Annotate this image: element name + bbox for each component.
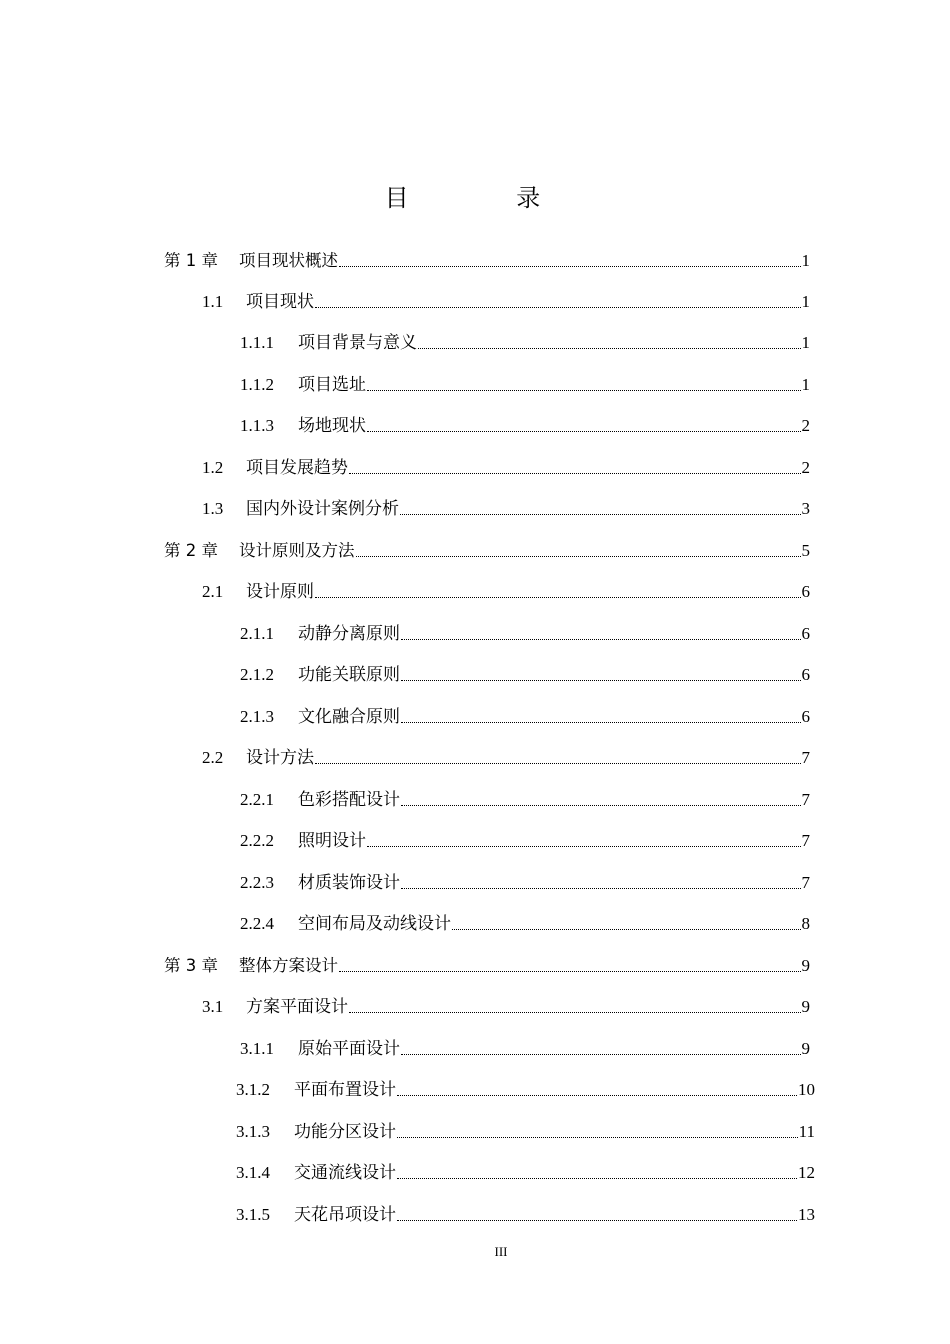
dot-leader bbox=[397, 1095, 797, 1096]
toc-entry-number: 1.3 bbox=[202, 499, 224, 518]
toc-entry-title: 场地现状 bbox=[298, 416, 366, 435]
dot-leader bbox=[315, 597, 801, 598]
dot-leader bbox=[401, 639, 801, 640]
page-title: 目 录 bbox=[384, 184, 591, 212]
toc-entry-page: 1 bbox=[801, 375, 810, 394]
toc-entry-section[interactable] bbox=[202, 746, 810, 770]
toc-entry-number: 第 1 章 bbox=[164, 251, 218, 270]
dot-leader bbox=[401, 1054, 801, 1055]
toc-entry-number: 1.1.1 bbox=[240, 333, 274, 352]
toc-entry-title: 原始平面设计 bbox=[298, 1039, 400, 1058]
toc-entry-number: 1.1 bbox=[202, 292, 224, 311]
toc-entry-title: 项目背景与意义 bbox=[298, 333, 417, 352]
toc-entry-title: 色彩搭配设计 bbox=[298, 790, 400, 809]
dot-leader bbox=[367, 431, 801, 432]
toc-entry-subsection[interactable] bbox=[240, 663, 810, 687]
toc-entry-number: 3.1.5 bbox=[236, 1205, 270, 1224]
toc-entry-page: 7 bbox=[801, 748, 810, 767]
toc-entry-number: 1.1.2 bbox=[240, 375, 274, 394]
toc-entry-subsection[interactable] bbox=[240, 912, 810, 936]
dot-leader bbox=[397, 1178, 797, 1179]
toc-entry-page: 12 bbox=[798, 1163, 815, 1182]
toc-entry-title: 照明设计 bbox=[298, 831, 366, 850]
toc-entry-number: 3.1.3 bbox=[236, 1122, 270, 1141]
toc-entry-title: 平面布置设计 bbox=[294, 1080, 396, 1099]
toc-entry-chapter[interactable] bbox=[164, 539, 810, 563]
toc-entry-number: 1.1.3 bbox=[240, 416, 274, 435]
dot-leader bbox=[401, 722, 801, 723]
toc-entry-number: 第 3 章 bbox=[164, 956, 218, 975]
toc-entry-title: 交通流线设计 bbox=[294, 1163, 396, 1182]
toc-entry-subsection[interactable] bbox=[240, 829, 810, 853]
toc-entry-number: 2.2.4 bbox=[240, 914, 274, 933]
dot-leader bbox=[356, 556, 801, 557]
toc-entry-subsection[interactable] bbox=[240, 1037, 810, 1061]
toc-entry-chapter[interactable] bbox=[164, 249, 810, 273]
toc-entry-title: 项目发展趋势 bbox=[246, 458, 348, 477]
toc-entry-title: 项目选址 bbox=[298, 375, 366, 394]
dot-leader bbox=[418, 348, 801, 349]
toc-entry-page: 9 bbox=[801, 1039, 810, 1058]
toc-entry-subsection[interactable] bbox=[240, 871, 810, 895]
dot-leader bbox=[401, 680, 801, 681]
toc-entry-title: 天花吊项设计 bbox=[294, 1205, 396, 1224]
dot-leader bbox=[401, 888, 801, 889]
toc-entry-subsection[interactable] bbox=[236, 1120, 815, 1144]
toc-entry-title: 文化融合原则 bbox=[298, 707, 400, 726]
toc-entry-section[interactable] bbox=[202, 290, 810, 314]
toc-entry-page: 6 bbox=[801, 665, 810, 684]
toc-entry-number: 3.1.4 bbox=[236, 1163, 270, 1182]
toc-entry-title: 功能分区设计 bbox=[294, 1122, 396, 1141]
toc-entry-title: 功能关联原则 bbox=[298, 665, 400, 684]
toc-entry-page: 3 bbox=[801, 499, 810, 518]
toc-entry-number: 2.2.1 bbox=[240, 790, 274, 809]
toc-entry-number: 2.1 bbox=[202, 582, 224, 601]
toc-entry-subsection[interactable] bbox=[240, 788, 810, 812]
dot-leader bbox=[367, 390, 801, 391]
toc-entry-subsection[interactable] bbox=[236, 1078, 815, 1102]
toc-entry-number: 1.2 bbox=[202, 458, 224, 477]
toc-entry-subsection[interactable] bbox=[236, 1203, 815, 1227]
toc-entry-title: 国内外设计案例分析 bbox=[246, 499, 399, 518]
toc-entry-title: 材质装饰设计 bbox=[298, 873, 400, 892]
dot-leader bbox=[349, 1012, 801, 1013]
toc-entry-page: 2 bbox=[801, 416, 810, 435]
toc-entry-section[interactable] bbox=[202, 456, 810, 480]
toc-entry-number: 2.1.1 bbox=[240, 624, 274, 643]
page-number: III bbox=[494, 1244, 508, 1259]
toc-entry-page: 6 bbox=[801, 582, 810, 601]
toc-entry-section[interactable] bbox=[202, 580, 810, 604]
toc-entry-page: 7 bbox=[801, 790, 810, 809]
toc-entry-number: 2.2.3 bbox=[240, 873, 274, 892]
toc-entry-number: 第 2 章 bbox=[164, 541, 218, 560]
toc-entry-number: 2.1.3 bbox=[240, 707, 274, 726]
toc-entry-title: 设计原则及方法 bbox=[239, 541, 355, 560]
dot-leader bbox=[397, 1220, 797, 1221]
toc-entry-page: 7 bbox=[801, 831, 810, 850]
toc-entry-page: 10 bbox=[798, 1080, 815, 1099]
toc-entry-number: 3.1.1 bbox=[240, 1039, 274, 1058]
toc-entry-title: 整体方案设计 bbox=[239, 956, 338, 975]
toc-entry-chapter[interactable] bbox=[164, 954, 810, 978]
toc-entry-page: 9 bbox=[801, 997, 810, 1016]
toc-entry-section[interactable] bbox=[202, 497, 810, 521]
toc-entry-number: 2.2 bbox=[202, 748, 224, 767]
dot-leader bbox=[315, 307, 801, 308]
toc-entry-page: 9 bbox=[801, 956, 810, 975]
toc-entry-page: 1 bbox=[801, 251, 810, 270]
dot-leader bbox=[452, 929, 801, 930]
toc-entry-page: 1 bbox=[801, 292, 810, 311]
toc-entry-number: 3.1 bbox=[202, 997, 224, 1016]
toc-entry-title: 方案平面设计 bbox=[246, 997, 348, 1016]
dot-leader bbox=[367, 846, 801, 847]
toc-entry-page: 11 bbox=[798, 1122, 815, 1141]
toc-entry-subsection[interactable] bbox=[240, 414, 810, 438]
toc-entry-number: 2.2.2 bbox=[240, 831, 274, 850]
toc-entry-page: 1 bbox=[801, 333, 810, 352]
toc-entry-subsection[interactable] bbox=[240, 331, 810, 355]
toc-entry-page: 5 bbox=[801, 541, 810, 560]
toc-entry-title: 空间布局及动线设计 bbox=[298, 914, 451, 933]
toc-entry-subsection[interactable] bbox=[240, 622, 810, 646]
dot-leader bbox=[349, 473, 801, 474]
toc-entry-number: 3.1.2 bbox=[236, 1080, 270, 1099]
dot-leader bbox=[339, 971, 801, 972]
toc-entry-title: 动静分离原则 bbox=[298, 624, 400, 643]
dot-leader bbox=[315, 763, 801, 764]
toc-entry-page: 8 bbox=[801, 914, 810, 933]
toc-entry-subsection[interactable] bbox=[240, 705, 810, 729]
toc-entry-page: 13 bbox=[798, 1205, 815, 1224]
toc-entry-page: 7 bbox=[801, 873, 810, 892]
dot-leader bbox=[401, 805, 801, 806]
dot-leader bbox=[397, 1137, 798, 1138]
toc-entry-subsection[interactable] bbox=[236, 1161, 815, 1185]
toc-entry-section[interactable] bbox=[202, 995, 810, 1019]
toc-entry-title: 设计原则 bbox=[246, 582, 314, 601]
toc-entry-number: 2.1.2 bbox=[240, 665, 274, 684]
dot-leader bbox=[400, 514, 801, 515]
toc-entry-page: 6 bbox=[801, 707, 810, 726]
dot-leader bbox=[339, 266, 801, 267]
toc-entry-title: 设计方法 bbox=[246, 748, 314, 767]
toc-entry-title: 项目现状 bbox=[246, 292, 314, 311]
toc-entry-subsection[interactable] bbox=[240, 373, 810, 397]
toc-entry-title: 项目现状概述 bbox=[239, 251, 338, 270]
toc-entry-page: 2 bbox=[801, 458, 810, 477]
toc-entry-page: 6 bbox=[801, 624, 810, 643]
